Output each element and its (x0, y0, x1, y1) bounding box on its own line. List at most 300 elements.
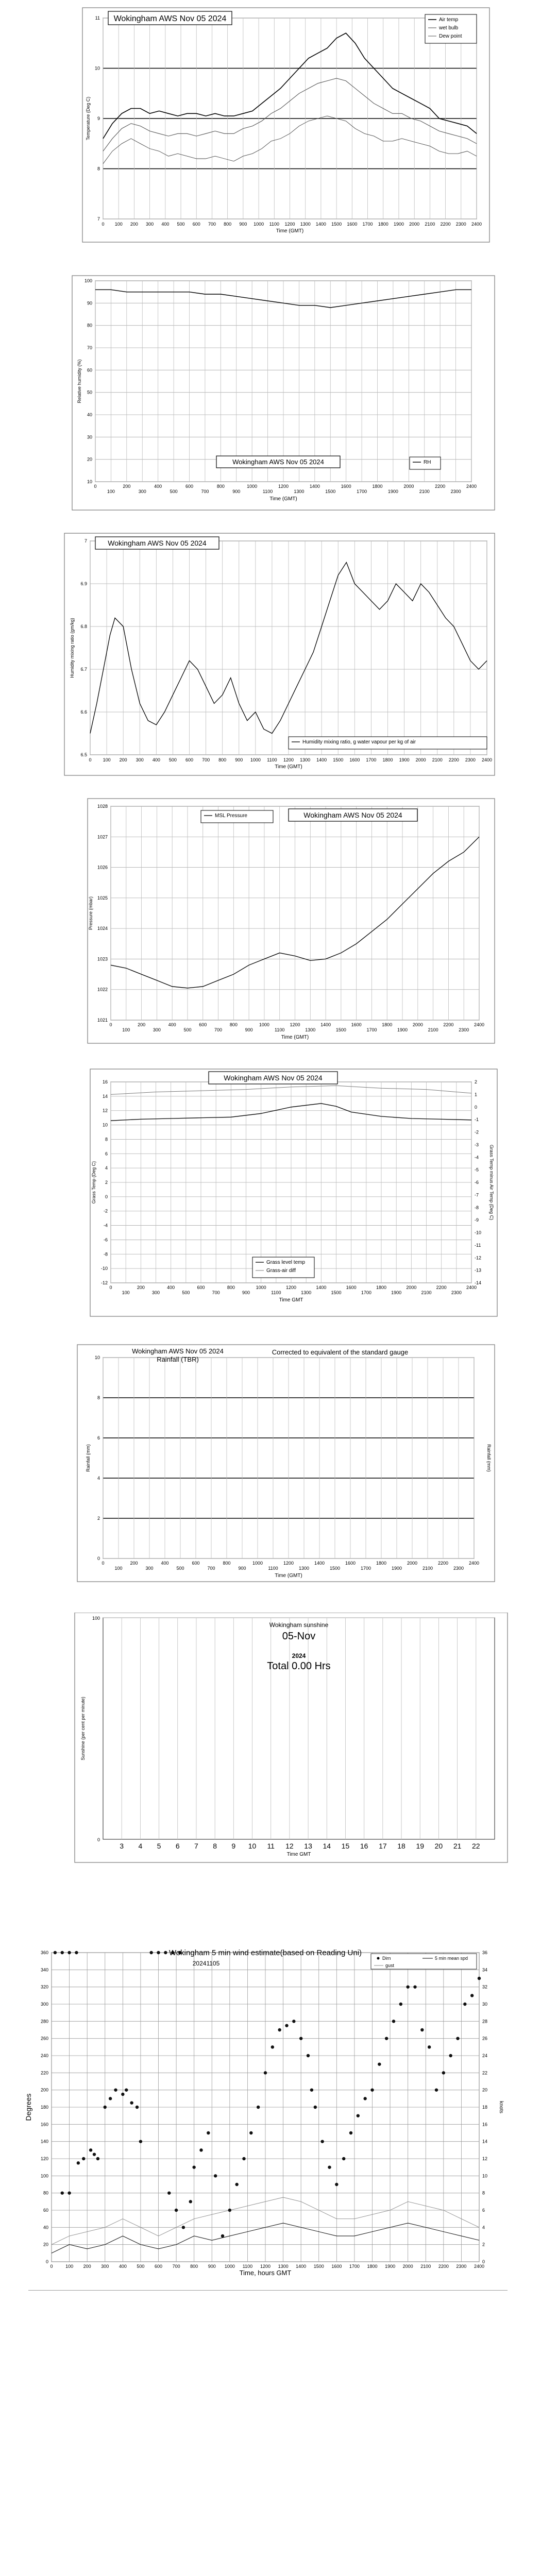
wind-direction-point (257, 2106, 260, 2109)
x-tick-label: 1000 (250, 757, 261, 762)
wind-direction-point (420, 2028, 424, 2031)
wind-direction-point (192, 2165, 195, 2168)
wind-direction-point (264, 2071, 267, 2074)
x-tick-label: 2000 (403, 484, 414, 489)
y-right-tick-label: -4 (475, 1155, 479, 1160)
wind-direction-point (149, 1951, 153, 1954)
x-tick-label: 2400 (474, 2264, 485, 2269)
x-tick-label: 1800 (382, 1022, 393, 1027)
x-tick-label: 1000 (247, 484, 258, 489)
x-tick-label: 600 (197, 1285, 205, 1290)
x-tick-label: 800 (190, 2264, 198, 2269)
y-tick-label: 70 (87, 345, 92, 350)
x-tick-label: 200 (130, 1561, 138, 1566)
y-tick-label: 0 (97, 1556, 100, 1561)
x-tick-label: 2200 (436, 1285, 447, 1290)
x-tick-label: 800 (229, 1022, 238, 1027)
y-tick-label: 160 (40, 2122, 48, 2127)
wind-direction-point (67, 2191, 71, 2194)
y-tick-label: 140 (40, 2139, 48, 2144)
x-tick-label: 100 (122, 1290, 130, 1295)
relative-humidity-chart (0, 273, 541, 515)
legend-entry: 5 min mean spd (435, 1956, 468, 1961)
x-tick-label: 600 (185, 757, 194, 762)
y-tick-label: 12 (102, 1108, 108, 1113)
y-tick-label: 16 (102, 1079, 108, 1084)
chart-title: Wokingham 5 min wind estimate(based on Reading Uni) (168, 1948, 362, 1957)
x-tick-label: 1700 (366, 757, 377, 762)
chart-subtitle: Rainfall (TBR) (157, 1355, 199, 1363)
y-tick-label: 40 (87, 412, 92, 417)
sunshine-total: Total 0.00 Hrs (267, 1660, 331, 1672)
mixing-ratio-panel (0, 531, 541, 783)
x-tick-label: 1600 (349, 757, 360, 762)
wind-direction-point (242, 2157, 245, 2160)
y-tick-label: 10 (102, 1122, 108, 1128)
x-tick-label: 2100 (422, 1566, 433, 1571)
x-tick-label: 15 (341, 1842, 350, 1850)
wind-direction-point (470, 1994, 474, 1997)
wind-direction-point (285, 2024, 288, 2027)
x-tick-label: 500 (177, 222, 185, 227)
x-tick-label: 2200 (438, 2264, 449, 2269)
x-axis-label: Time, hours GMT (239, 2269, 292, 2277)
wind-direction-point (292, 2020, 295, 2023)
x-tick-label: 1400 (315, 222, 326, 227)
y-tick-label: 80 (43, 2190, 48, 2196)
x-tick-label: 6 (175, 1842, 180, 1850)
y-right-tick-label: -9 (475, 1217, 479, 1223)
x-tick-label: 900 (242, 1290, 250, 1295)
wind-direction-point (125, 2088, 128, 2091)
wind-direction-point (182, 2226, 185, 2229)
x-tick-label: 1900 (399, 757, 410, 762)
wind-direction-point (121, 2093, 124, 2096)
wind-direction-point (164, 1951, 167, 1954)
x-tick-label: 900 (239, 222, 247, 227)
wind-direction-point (357, 2114, 360, 2117)
x-tick-label: 2300 (450, 489, 461, 494)
x-tick-label: 1500 (331, 1290, 342, 1295)
wind-direction-point (320, 2140, 324, 2143)
x-tick-label: 700 (172, 2264, 180, 2269)
legend-entry: wet bulb (439, 25, 459, 31)
x-tick-label: 3 (120, 1842, 124, 1850)
y-tick-label: 7 (84, 538, 87, 544)
x-tick-label: 1400 (296, 2264, 307, 2269)
x-tick-label: 2000 (402, 2264, 413, 2269)
y-tick-label: 60 (87, 367, 92, 373)
x-tick-label: 1600 (351, 1022, 362, 1027)
x-tick-label: 1700 (349, 2264, 360, 2269)
y-right-tick-label: 4 (482, 2225, 485, 2230)
x-tick-label: 1800 (367, 2264, 378, 2269)
x-tick-label: 1500 (335, 1027, 346, 1032)
wind-direction-point (82, 2157, 85, 2160)
y-tick-label: 6.7 (80, 667, 87, 672)
y-axis-label: Humidity mixing ratio (gm/kg) (70, 618, 75, 678)
sunshine-chart (0, 1613, 541, 1870)
y-right-tick-label: -6 (475, 1180, 479, 1185)
x-axis-label: Time (GMT) (275, 764, 302, 770)
y-right-tick-label: -14 (475, 1280, 482, 1285)
x-tick-label: 900 (235, 757, 243, 762)
wind-direction-point (442, 2071, 445, 2074)
wind-direction-point (249, 2131, 252, 2134)
legend-entry: Humidity mixing ratio, g water vapour per kg of air (302, 739, 416, 745)
x-tick-label: 400 (161, 222, 170, 227)
y-tick-label: 1023 (97, 956, 108, 962)
x-tick-label: 800 (218, 757, 227, 762)
x-tick-label: 2200 (437, 1561, 449, 1566)
y-tick-label: 4 (105, 1165, 108, 1171)
y-tick-label: 2 (105, 1180, 108, 1185)
y-right-tick-label: 18 (482, 2105, 488, 2110)
y-right-tick-label: 26 (482, 2036, 488, 2041)
x-tick-label: 22 (472, 1842, 480, 1850)
wind-direction-point (114, 2088, 117, 2091)
wind-chart (0, 1942, 541, 2293)
wind-direction-point (54, 1951, 57, 1954)
wind-direction-point (77, 2161, 80, 2164)
x-tick-label: 0 (109, 1022, 112, 1027)
x-tick-label: 8 (213, 1842, 217, 1850)
x-tick-label: 1600 (345, 1561, 356, 1566)
x-tick-label: 1800 (376, 1285, 387, 1290)
wind-direction-point (139, 2140, 142, 2143)
x-tick-label: 300 (136, 757, 144, 762)
x-tick-label: 1700 (357, 489, 367, 494)
wind-direction-point (413, 1985, 416, 1988)
x-axis-label: Time GMT (279, 1297, 303, 1303)
y-tick-label: 280 (40, 2019, 48, 2024)
x-tick-label: 10 (248, 1842, 257, 1850)
legend-entry: Grass-air diff (266, 1268, 296, 1274)
y-tick-label: 90 (87, 300, 92, 306)
x-tick-label: 1500 (325, 489, 336, 494)
y-axis-label-right: knots (498, 2101, 504, 2113)
x-tick-label: 1600 (347, 222, 358, 227)
x-tick-label: 600 (192, 222, 200, 227)
y-right-tick-label: -3 (475, 1142, 479, 1147)
x-tick-label: 1100 (271, 1290, 281, 1295)
x-tick-label: 2400 (471, 222, 482, 227)
x-tick-label: 100 (114, 1566, 123, 1571)
x-tick-label: 1600 (341, 484, 351, 489)
x-tick-label: 1300 (301, 1290, 312, 1295)
x-tick-label: 1200 (285, 1285, 297, 1290)
wind-direction-point (96, 2157, 99, 2160)
y-tick-label: 6 (97, 1435, 100, 1440)
y-axis-label: Temperature (Deg C) (86, 96, 91, 141)
wind-direction-point (406, 1985, 409, 1988)
y-tick-label: 20 (87, 456, 92, 462)
x-tick-label: 2400 (466, 1285, 477, 1290)
wind-direction-point (278, 2028, 281, 2031)
x-tick-label: 200 (119, 757, 127, 762)
wind-direction-point (478, 1977, 481, 1980)
y-tick-label: 1024 (97, 926, 108, 931)
x-tick-label: 2300 (451, 1290, 462, 1295)
wind-direction-point (392, 2020, 395, 2023)
x-tick-label: 2100 (432, 757, 443, 762)
x-tick-label: 900 (238, 1566, 246, 1571)
x-tick-label: 1900 (397, 1027, 408, 1032)
y-axis-label-right: Grass Temp minus Air Temp (Deg C) (489, 1144, 494, 1221)
x-tick-label: 900 (208, 2264, 216, 2269)
wind-direction-point (157, 1951, 160, 1954)
x-tick-label: 2300 (453, 1566, 464, 1571)
y-tick-label: 8 (97, 166, 100, 172)
x-tick-label: 1700 (361, 1290, 371, 1295)
y-axis-label: Pressure (mbar) (88, 896, 93, 930)
x-tick-label: 1100 (262, 489, 273, 494)
wind-direction-point (342, 2157, 345, 2160)
wind-direction-point (335, 2183, 338, 2186)
x-tick-label: 300 (145, 1566, 154, 1571)
x-tick-label: 14 (323, 1842, 331, 1850)
wind-direction-point (378, 2062, 381, 2065)
x-tick-label: 1900 (391, 1290, 402, 1295)
legend-entry: RH (424, 460, 431, 465)
chart-title: Wokingham AWS Nov 05 2024 (303, 811, 402, 819)
x-tick-label: 600 (192, 1561, 200, 1566)
x-tick-label: 1200 (278, 484, 289, 489)
x-tick-label: 2200 (435, 484, 446, 489)
y-tick-label: 0 (45, 2259, 48, 2264)
x-tick-label: 2100 (419, 489, 430, 494)
x-tick-label: 12 (285, 1842, 294, 1850)
y-tick-label: 180 (40, 2105, 48, 2110)
y-tick-label: 10 (94, 65, 100, 71)
y-tick-label: -12 (100, 1280, 108, 1285)
x-tick-label: 1500 (329, 1566, 341, 1571)
y-right-tick-label: 2 (482, 2242, 485, 2247)
x-tick-label: 100 (65, 2264, 74, 2269)
chart-title: Wokingham AWS Nov 05 2024 (232, 458, 324, 466)
x-axis-label: Time (GMT) (275, 1573, 302, 1579)
y-right-tick-label: 12 (482, 2156, 488, 2161)
wind-direction-point (61, 2191, 64, 2194)
x-tick-label: 200 (83, 2264, 91, 2269)
x-tick-label: 500 (182, 1290, 190, 1295)
wind-direction-point (235, 2183, 238, 2186)
x-tick-label: 1200 (283, 757, 294, 762)
x-tick-label: 2100 (420, 2264, 431, 2269)
temperature-chart (0, 5, 541, 252)
rainfall-chart (0, 1342, 541, 1595)
x-tick-label: 1600 (346, 1285, 357, 1290)
x-tick-label: 17 (379, 1842, 387, 1850)
x-tick-label: 700 (212, 1290, 220, 1295)
wind-direction-point (221, 2234, 224, 2238)
y-right-tick-label: -10 (475, 1230, 482, 1235)
x-tick-label: 1900 (393, 222, 404, 227)
x-tick-label: 1400 (314, 1561, 325, 1566)
x-tick-label: 2200 (448, 757, 459, 762)
x-tick-label: 1900 (391, 1566, 402, 1571)
y-tick-label: 340 (40, 1967, 48, 1973)
temperature-panel (0, 5, 541, 252)
x-tick-label: 7 (194, 1842, 198, 1850)
y-right-tick-label: 1 (475, 1092, 478, 1097)
x-tick-label: 500 (137, 2264, 145, 2269)
x-tick-label: 400 (168, 1022, 176, 1027)
x-tick-label: 300 (138, 489, 146, 494)
wind-direction-point (449, 2054, 452, 2057)
x-tick-label: 100 (122, 1027, 130, 1032)
wind-direction-point (75, 1951, 78, 1954)
grass-temp-chart (0, 1066, 541, 1324)
x-tick-label: 500 (176, 1566, 184, 1571)
x-tick-label: 1200 (260, 2264, 271, 2269)
x-tick-label: 2000 (415, 757, 426, 762)
y-tick-label: 1025 (97, 895, 108, 901)
chart-title: Wokingham AWS Nov 05 2024 (113, 14, 227, 23)
chart-title: Wokingham AWS Nov 05 2024 (132, 1347, 224, 1355)
legend-swatch (377, 1957, 380, 1960)
x-tick-label: 1500 (313, 2264, 324, 2269)
y-tick-label: 40 (43, 2225, 48, 2230)
y-axis-label: Rainfall (mm) (86, 1444, 91, 1472)
x-tick-label: 1800 (372, 484, 383, 489)
y-tick-label: 320 (40, 1984, 48, 1990)
y-tick-label: 60 (43, 2208, 48, 2213)
x-tick-label: 1100 (275, 1027, 285, 1032)
x-tick-label: 0 (94, 484, 97, 489)
x-tick-label: 1300 (298, 1566, 310, 1571)
wind-direction-point (109, 2097, 112, 2100)
y-tick-label: -10 (100, 1266, 108, 1272)
x-tick-label: 1000 (224, 2264, 235, 2269)
y-right-tick-label: -11 (475, 1242, 481, 1248)
x-tick-label: 1000 (259, 1022, 269, 1027)
x-axis-label: Time GMT (286, 1852, 311, 1857)
x-tick-label: 400 (154, 484, 162, 489)
x-tick-label: 1900 (387, 489, 398, 494)
legend-entry: Air temp (439, 17, 459, 23)
y-right-tick-label: 16 (482, 2122, 488, 2127)
wind-direction-point (189, 2200, 192, 2203)
legend-entry: Grass level temp (266, 1260, 306, 1265)
y-tick-label: 8 (105, 1137, 108, 1142)
x-tick-label: 300 (153, 1027, 161, 1032)
y-axis-label: Degrees (24, 2093, 32, 2121)
x-tick-label: 21 (453, 1842, 462, 1850)
y-tick-label: 360 (40, 1950, 48, 1955)
x-tick-label: 1500 (333, 757, 344, 762)
y-right-tick-label: 32 (482, 1984, 488, 1990)
wind-direction-point (428, 2045, 431, 2048)
x-tick-label: 2100 (425, 222, 435, 227)
y-tick-label: 1026 (97, 865, 108, 870)
x-tick-label: 1200 (284, 222, 295, 227)
x-tick-label: 1800 (378, 222, 388, 227)
x-tick-label: 1900 (385, 2264, 396, 2269)
y-tick-label: 200 (40, 2087, 48, 2093)
x-tick-label: 300 (146, 222, 154, 227)
y-tick-label: 1027 (97, 834, 108, 840)
x-tick-label: 1200 (290, 1022, 300, 1027)
wind-direction-point (207, 2131, 210, 2134)
x-tick-label: 9 (231, 1842, 236, 1850)
x-tick-label: 900 (232, 489, 241, 494)
legend-entry: Dirn (382, 1956, 391, 1961)
grass-temp-panel (0, 1066, 541, 1324)
x-tick-label: 18 (397, 1842, 405, 1850)
x-tick-label: 0 (89, 757, 92, 762)
wind-direction-point (456, 2037, 459, 2040)
wind-direction-point (385, 2037, 388, 2040)
y-right-tick-label: 28 (482, 2019, 488, 2024)
y-right-tick-label: -13 (475, 1267, 482, 1273)
x-tick-label: 200 (123, 484, 131, 489)
x-tick-label: 0 (102, 222, 105, 227)
y-tick-label: 240 (40, 2053, 48, 2058)
rainfall-panel (0, 1342, 541, 1595)
legend-entry: MSL Pressure (215, 813, 247, 819)
y-right-tick-label: 0 (482, 2259, 485, 2264)
y-tick-label: 100 (84, 278, 92, 283)
x-tick-label: 4 (138, 1842, 143, 1850)
x-tick-label: 2300 (455, 222, 466, 227)
wind-direction-point (93, 2153, 96, 2156)
x-axis-label: Time (GMT) (281, 1035, 309, 1040)
y-tick-label: 0 (97, 1837, 100, 1842)
y-tick-label: 6.9 (80, 581, 87, 586)
x-tick-label: 1200 (283, 1561, 294, 1566)
y-tick-label: -8 (103, 1251, 108, 1257)
y-tick-label: 6.6 (80, 709, 87, 715)
wind-direction-point (61, 1951, 64, 1954)
y-right-tick-label: 20 (482, 2087, 488, 2093)
x-tick-label: 600 (185, 484, 194, 489)
plot-area (103, 1618, 495, 1839)
chart-year: 2024 (292, 1652, 306, 1659)
wind-direction-point (349, 2131, 352, 2134)
y-right-tick-label: -1 (475, 1117, 479, 1123)
x-tick-label: 20 (434, 1842, 443, 1850)
wind-direction-point (399, 2003, 402, 2006)
x-tick-label: 1700 (366, 1027, 377, 1032)
y-right-tick-label: 24 (482, 2053, 488, 2058)
y-axis-label: Relative humidity (%) (77, 359, 82, 403)
y-right-tick-label: -7 (475, 1192, 479, 1198)
y-tick-label: 10 (94, 1355, 100, 1360)
x-tick-label: 400 (152, 757, 160, 762)
x-tick-label: 1100 (269, 222, 279, 227)
x-tick-label: 800 (224, 222, 232, 227)
x-tick-label: 19 (416, 1842, 425, 1850)
wind-direction-point (89, 2148, 92, 2151)
y-tick-label: 9 (97, 116, 100, 121)
x-tick-label: 0 (102, 1561, 105, 1566)
y-tick-label: 1021 (97, 1018, 108, 1023)
legend-entry: Dew point (439, 33, 462, 39)
bottom-rule (28, 2290, 508, 2291)
x-tick-label: 600 (154, 2264, 163, 2269)
wind-direction-point (167, 2191, 171, 2194)
wind-direction-point (310, 2088, 313, 2091)
x-tick-label: 2200 (440, 222, 451, 227)
chart-title: Wokingham AWS Nov 05 2024 (108, 539, 207, 547)
y-right-tick-label: 6 (482, 2208, 485, 2213)
y-tick-label: 300 (40, 2002, 48, 2007)
x-axis-label: Time (GMT) (269, 496, 297, 502)
wind-direction-point (228, 2209, 231, 2212)
x-tick-label: 1800 (382, 757, 393, 762)
x-tick-label: 11 (267, 1842, 275, 1850)
